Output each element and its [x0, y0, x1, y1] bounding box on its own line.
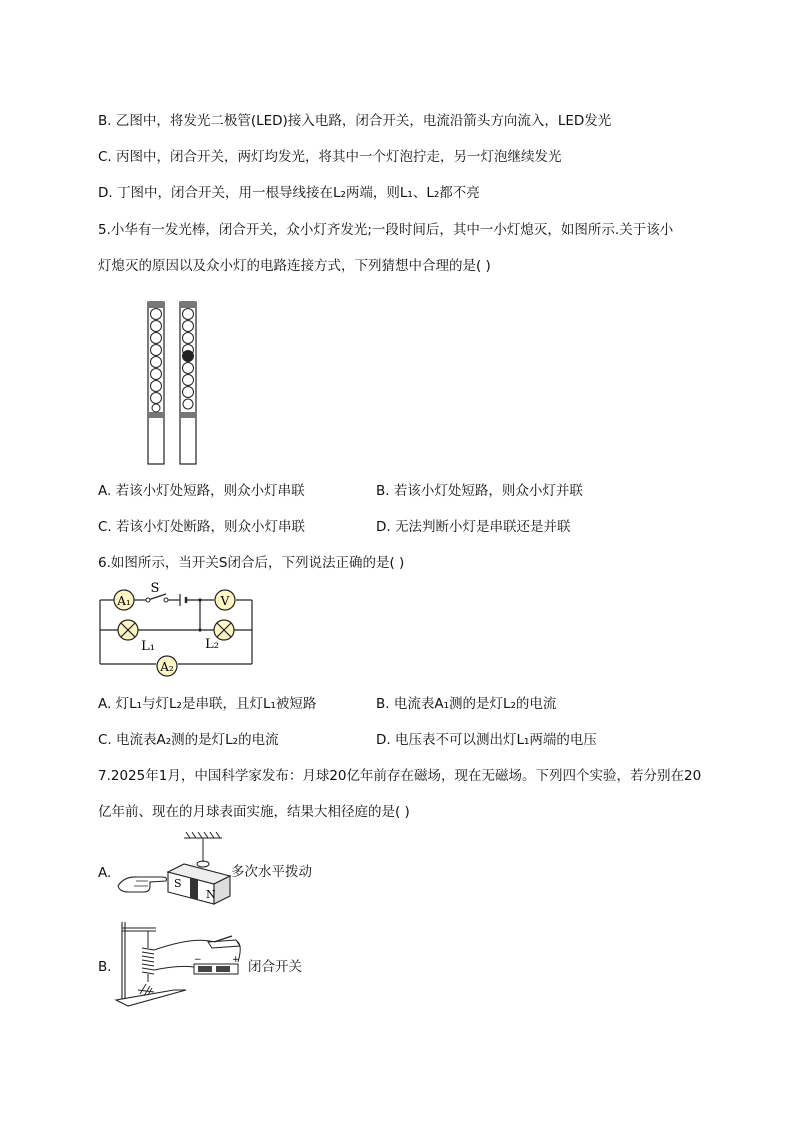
- lamp-l1-label: L₁: [141, 639, 155, 654]
- voltmeter-label: V: [220, 594, 230, 608]
- option-5b: B. 若该小灯处短路，则众小灯并联: [376, 483, 583, 499]
- option-6b: B. 电流表A₁测的是灯L₂的电流: [376, 696, 557, 712]
- ceiling-mount: [184, 832, 222, 862]
- option-4d: D. 丁图中，闭合开关，用一根导线接在L₂两端，则L₁、L₂都不亮: [98, 185, 480, 201]
- question-5-stem-line1: 5.小华有一发光棒，闭合开关，众小灯齐发光;一段时间后，其中一小灯熄灭，如图所示.关于该小: [98, 222, 674, 238]
- option-5d: D. 无法判断小灯是串联还是并联: [376, 519, 571, 535]
- extinguished-lamp: [183, 351, 194, 362]
- option-5a: A. 若该小灯处短路，则众小灯串联: [98, 483, 305, 499]
- magnet-south-label: S: [174, 877, 182, 890]
- electromagnet-experiment-figure: [114, 918, 264, 1010]
- option-7b-label: B.: [98, 959, 112, 975]
- question-7-stem-line2: 亿年前、现在的月球表面实施，结果大相径庭的是( ): [98, 804, 410, 820]
- question-6-stem: 6.如图所示，当开关S闭合后，下列说法正确的是( ): [98, 555, 405, 571]
- svg-text:−: −: [194, 955, 202, 965]
- hand-icon: [118, 877, 167, 892]
- light-stick-left: [148, 302, 164, 464]
- ammeter-a2-label: A₂: [160, 660, 174, 674]
- switch-icon: [208, 936, 240, 948]
- voltmeter: [215, 590, 235, 610]
- bar-magnet: [168, 864, 230, 904]
- light-stick-right: [180, 302, 196, 464]
- iron-stand: [116, 922, 186, 1006]
- question-5-stem-line2: 灯熄灭的原因以及众小灯的电路连接方式，下列猜想中合理的是( ): [98, 258, 491, 274]
- ammeter-a1-label: A₁: [117, 594, 131, 608]
- option-7b-caption: 闭合开关: [248, 959, 302, 975]
- circuit-diagram: [96, 582, 258, 682]
- magnet-experiment-figure: [114, 832, 244, 908]
- question-7-stem-line1: 7.2025年1月，中国科学家发布：月球20亿年前存在磁场，现在无磁场。下列四个实验，若分别在20: [98, 768, 702, 784]
- svg-text:+: +: [232, 955, 240, 965]
- option-7a-caption: 多次水平拨动: [231, 864, 312, 880]
- light-stick-figure: [140, 298, 210, 468]
- electromagnet-coil: [142, 931, 154, 982]
- battery-icon: [194, 955, 240, 974]
- option-7a-label: A.: [98, 865, 112, 881]
- option-5c: C. 若该小灯处断路，则众小灯串联: [98, 519, 306, 535]
- lamp-l2-label: L₂: [205, 637, 219, 652]
- option-4b: B. 乙图中，将发光二极管(LED)接入电路，闭合开关，电流沿箭头方向流入，LED发光: [98, 113, 612, 129]
- magnet-north-label: N: [206, 888, 216, 901]
- ammeter-a1: [114, 590, 134, 610]
- option-6c: C. 电流表A₂测的是灯L₂的电流: [98, 732, 279, 748]
- switch-label: S: [150, 582, 160, 596]
- option-6d: D. 电压表不可以测出灯L₁两端的电压: [376, 732, 597, 748]
- lamp-l1: [118, 620, 138, 640]
- ammeter-a2: [157, 656, 177, 676]
- option-6a: A. 灯L₁与灯L₂是串联，且灯L₁被短路: [98, 696, 317, 712]
- option-4c: C. 丙图中，闭合开关，两灯均发光，将其中一个灯泡拧走，另一灯泡继续发光: [98, 149, 562, 165]
